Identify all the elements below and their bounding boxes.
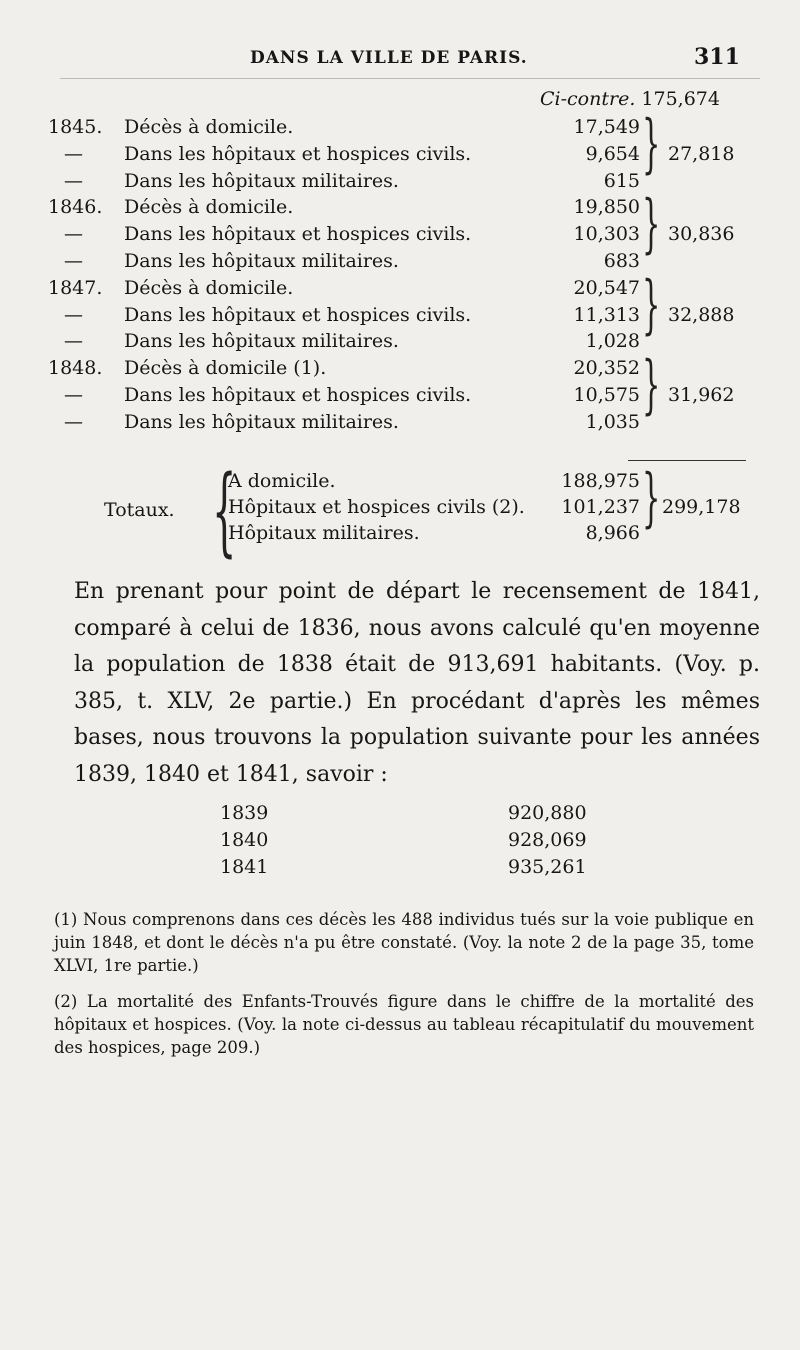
body-paragraph: En prenant pour point de départ le recensement de 1841, comparé à celui de 1836, nous avons calculé qu'en moyenne la population de 1838 était de 913,691 habitants. (Voy. p. 385, t. XLV, 2e partie.) En procédant d'après les mêmes bases, nous trouvons la population suivante pour les années 1839, 1840 et 1841, savoir : xyxy=(74,579,760,787)
group-total: 32,888 xyxy=(668,303,735,326)
footnote-2: (2) La mortalité des Enfants-Trouvés figure dans le chiffre de la mortalité des hôpitaux et hospices. (Voy. la note ci-dessus au tableau récapitulatif du mouvement des hospices, page 209.) xyxy=(54,992,754,1057)
row-label: Dans les hôpitaux militaires. xyxy=(124,330,399,353)
row-label: Dans les hôpitaux militaires. xyxy=(124,250,399,272)
row-label: Dans les hôpitaux militaires. xyxy=(124,410,399,433)
header-rule xyxy=(60,78,760,79)
row-year: — xyxy=(64,384,83,406)
group-total: 30,836 xyxy=(668,223,735,246)
row-value: 11,313 xyxy=(573,303,640,326)
totaux-row-label: Hôpitaux militaires. xyxy=(228,522,420,544)
population-value: 935,261 xyxy=(508,856,587,878)
row-year: — xyxy=(64,223,83,246)
right-brace: } xyxy=(642,348,661,423)
row-value: 1,035 xyxy=(585,410,640,433)
table-row xyxy=(0,330,800,356)
totaux-row-label: Hôpitaux et hospices civils (2). xyxy=(228,496,525,518)
grand-total: 299,178 xyxy=(662,496,741,518)
row-value: 9,654 xyxy=(585,142,640,165)
row-label: Dans les hôpitaux et hospices civils. xyxy=(124,223,472,246)
row-year: 1847. xyxy=(48,276,103,299)
right-brace: } xyxy=(642,267,661,342)
page-header xyxy=(0,44,800,76)
table-row xyxy=(0,170,800,196)
row-label: Décès à domicile. xyxy=(124,116,294,138)
row-value: 615 xyxy=(603,169,640,192)
totaux-label: Totaux. xyxy=(104,499,175,521)
page-number: 311 xyxy=(694,44,740,70)
row-year: — xyxy=(64,142,83,165)
row-year: — xyxy=(64,303,83,326)
population-value: 928,069 xyxy=(508,829,587,851)
totaux-row-value: 101,237 xyxy=(561,496,640,518)
right-brace: } xyxy=(642,187,661,262)
row-value: 1,028 xyxy=(585,330,640,353)
group-total: 31,962 xyxy=(668,384,735,406)
running-head: DANS LA VILLE DE PARIS. xyxy=(250,48,528,68)
row-label: Dans les hôpitaux militaires. xyxy=(124,169,399,192)
row-year: — xyxy=(64,250,83,272)
table-row xyxy=(0,250,800,276)
population-value: 920,880 xyxy=(508,802,587,824)
row-value: 683 xyxy=(603,250,640,272)
row-value: 19,850 xyxy=(573,196,640,219)
table-row xyxy=(0,277,800,303)
totaux-left-brace: { xyxy=(212,455,237,567)
population-year: 1840 xyxy=(220,829,269,851)
table-row xyxy=(0,116,800,142)
table-row xyxy=(0,411,800,437)
row-value: 10,303 xyxy=(573,223,640,246)
row-label: Dans les hôpitaux et hospices civils. xyxy=(124,303,472,326)
row-label: Décès à domicile. xyxy=(124,276,294,299)
row-value: 17,549 xyxy=(573,116,640,138)
carry-value: 175,674 xyxy=(641,88,720,110)
row-year: 1848. xyxy=(48,357,103,380)
row-value: 20,547 xyxy=(573,276,640,299)
row-year: 1845. xyxy=(48,116,103,138)
row-year: — xyxy=(64,330,83,353)
table-row xyxy=(0,357,800,383)
totaux-row-value: 188,975 xyxy=(561,470,640,492)
carry-label: Ci-contre. xyxy=(540,88,636,110)
row-year: — xyxy=(64,410,83,433)
carry-forward xyxy=(540,88,720,110)
totaux-right-brace: } xyxy=(642,461,661,535)
group-total: 27,818 xyxy=(668,142,735,165)
row-label: Décès à domicile. xyxy=(124,196,294,219)
population-year: 1839 xyxy=(220,802,269,824)
row-label: Décès à domicile (1). xyxy=(124,357,327,380)
totaux-row-label: A domicile. xyxy=(228,470,336,492)
row-year: 1846. xyxy=(48,196,103,219)
row-value: 20,352 xyxy=(573,357,640,380)
row-value: 10,575 xyxy=(573,384,640,406)
right-brace: } xyxy=(642,107,661,181)
population-year: 1841 xyxy=(220,856,269,878)
row-year: — xyxy=(64,169,83,192)
table-row xyxy=(0,196,800,222)
footnote-1: (1) Nous comprenons dans ces décès les 488 individus tués sur la voie publique en juin 1848, et dont le décès n'a pu être constaté. (Voy. la note 2 de la page 35, tome XLVI, 1re partie.) xyxy=(54,910,754,975)
row-label: Dans les hôpitaux et hospices civils. xyxy=(124,384,472,406)
totaux-row-value: 8,966 xyxy=(585,522,640,544)
row-label: Dans les hôpitaux et hospices civils. xyxy=(124,142,472,165)
